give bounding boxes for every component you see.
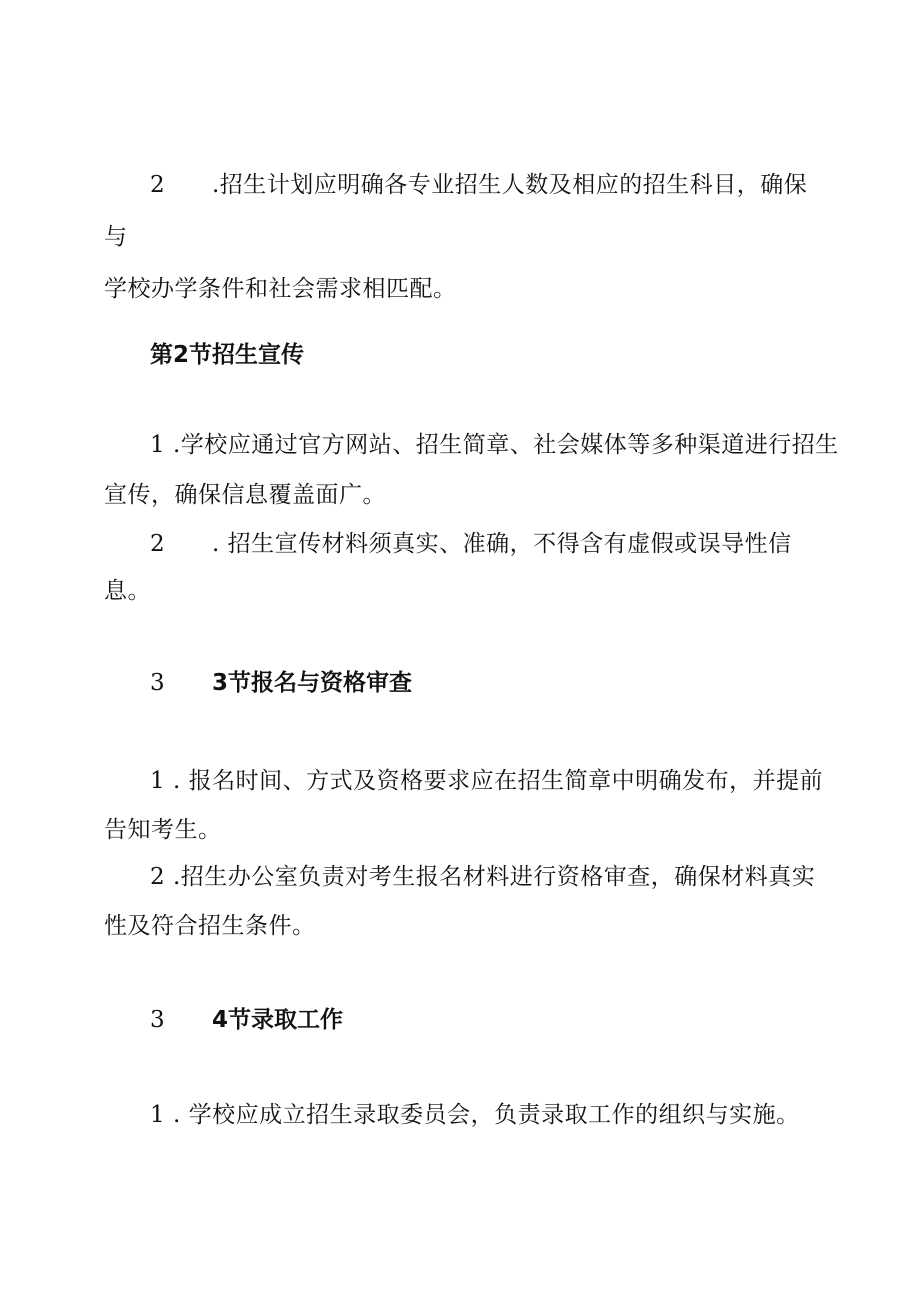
paragraph-line: 告知考生。: [104, 817, 222, 843]
paragraph-line: 性及符合招生条件。: [104, 913, 316, 939]
item-number: 2: [150, 172, 165, 198]
item-number: 2: [150, 531, 165, 557]
section-heading: 4节录取工作: [212, 1007, 344, 1033]
paragraph-line: 1 .学校应通过官方网站、招生简章、社会媒体等多种渠道进行招生: [150, 432, 839, 458]
paragraph-line: 与: [104, 224, 128, 250]
paragraph-line: 1 . 学校应成立招生录取委员会，负责录取工作的组织与实施。: [150, 1102, 800, 1128]
paragraph-line: .招生计划应明确各专业招生人数及相应的招生科目，确保: [212, 172, 808, 198]
section-heading: 第2节招生宣传: [150, 342, 305, 368]
paragraph-line: 1 . 报名时间、方式及资格要求应在招生简章中明确发布，并提前: [150, 768, 824, 794]
section-number: 3: [150, 1007, 165, 1033]
paragraph-line: 宣传，确保信息覆盖面广。: [104, 482, 386, 508]
paragraph-line: 2 .招生办公室负责对考生报名材料进行资格审查，确保材料真实: [150, 864, 816, 890]
section-heading: 3节报名与资格审查: [212, 670, 413, 696]
paragraph-line: 学校办学条件和社会需求相匹配。: [104, 276, 457, 302]
paragraph-line: 息。: [104, 578, 151, 604]
section-number: 3: [150, 670, 165, 696]
paragraph-line: . 招生宣传材料须真实、准确，不得含有虚假或误导性信: [212, 531, 792, 557]
